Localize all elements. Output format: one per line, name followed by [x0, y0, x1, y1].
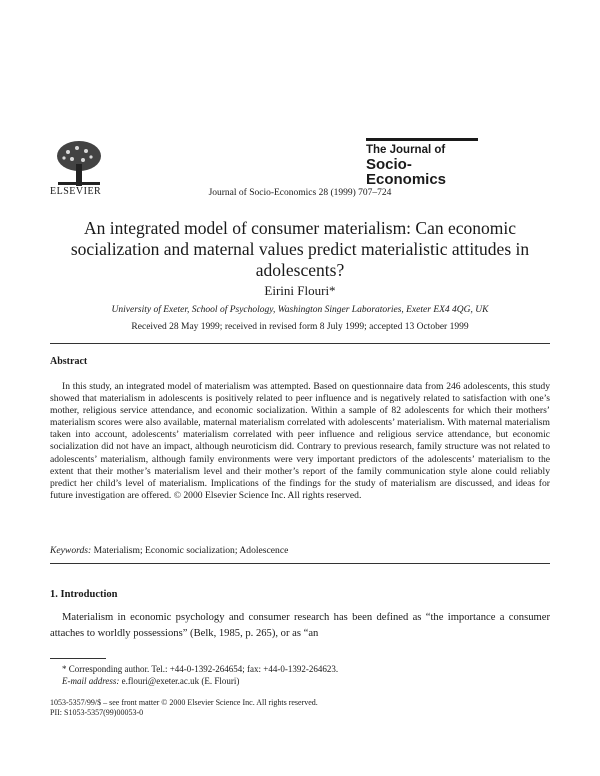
journal-citation: Journal of Socio-Economics 28 (1999) 707–724: [208, 188, 392, 198]
pii-identifier: PII: S1053-5357(99)00053-0: [50, 708, 144, 717]
brand-line-3: Economics: [366, 171, 447, 188]
brand-line-1: The Journal of: [366, 144, 446, 156]
keywords-list: Materialism; Economic socialization; Adolescence: [93, 545, 289, 556]
section-heading-introduction: 1. Introduction: [50, 589, 118, 600]
abstract-heading: Abstract: [50, 356, 88, 367]
author-name: Eirini Flouri*: [264, 283, 336, 298]
keywords-label: Keywords:: [50, 545, 92, 556]
keywords-line: [50, 545, 288, 556]
author-affiliation: University of Exeter, School of Psychology, Washington Singer Laboratories, Exeter EX4 4QG, UK: [111, 305, 489, 315]
article-title: An integrated model of consumer materialism: Can economic socialization and maternal values predict materialistic attitudes in adolescents?: [70, 218, 530, 280]
front-matter-note: 1053-5357/99/$ – see front matter © 2000 Elsevier Science Inc. All rights reserved.: [50, 698, 318, 707]
footnote-corresponding-author: * Corresponding author. Tel.: +44-0-1392-264654; fax: +44-0-1392-264623.: [62, 664, 339, 674]
divider: [50, 563, 550, 564]
abstract-text: In this study, an integrated model of materialism was attempted. Based on questionnaire data from 246 adolescents, this study showed that materialism in adolescents is positively related to peer influence and is negatively related to satisfaction with one’s mother, religious service attendance, and economic socialization. Within a sample of 82 adolescents for which their mothers’ materialism scores were also available, maternal materialism correlated with adolescents’ materialism. With maternal materialism taken into account, adolescents’ materialism correlated with peer influence and religious service attendance, but economic socialization did not have an impact, although neuroticism did. Contrary to previous research, family structure was not related to adolescents’ materialism, although family environments were very important predictors of the adolescents’ materialism to the extent that their mother’s materialism level and their mother’s report of the family communication style alone could reliably predict her child’s level of materialism. Implications of the findings for the study of materialism are discussed, and ideas for future investigation are offered. © 2000 Elsevier Science Inc. All rights reserved.: [50, 381, 550, 501]
introduction-text: Materialism in economic psychology and consumer research has been defined as “the importance a consumer attaches to worldly possessions” (Belk, 1985, p. 265), or as “an: [50, 612, 550, 639]
email-label: E-mail address:: [62, 676, 120, 686]
email-address[interactable]: e.flouri@exeter.ac.uk (E. Flouri): [121, 676, 240, 686]
brand-rule: [366, 138, 478, 141]
journal-brand-logo: [366, 138, 478, 187]
footnote-email: [62, 676, 239, 686]
received-dates: Received 28 May 1999; received in revised form 8 July 1999; accepted 13 October 1999: [131, 322, 469, 332]
brand-line-2: Socio-: [366, 156, 412, 173]
publisher-name: ELSEVIER: [50, 186, 102, 197]
divider: [50, 343, 550, 344]
footnote-rule: [50, 658, 106, 659]
